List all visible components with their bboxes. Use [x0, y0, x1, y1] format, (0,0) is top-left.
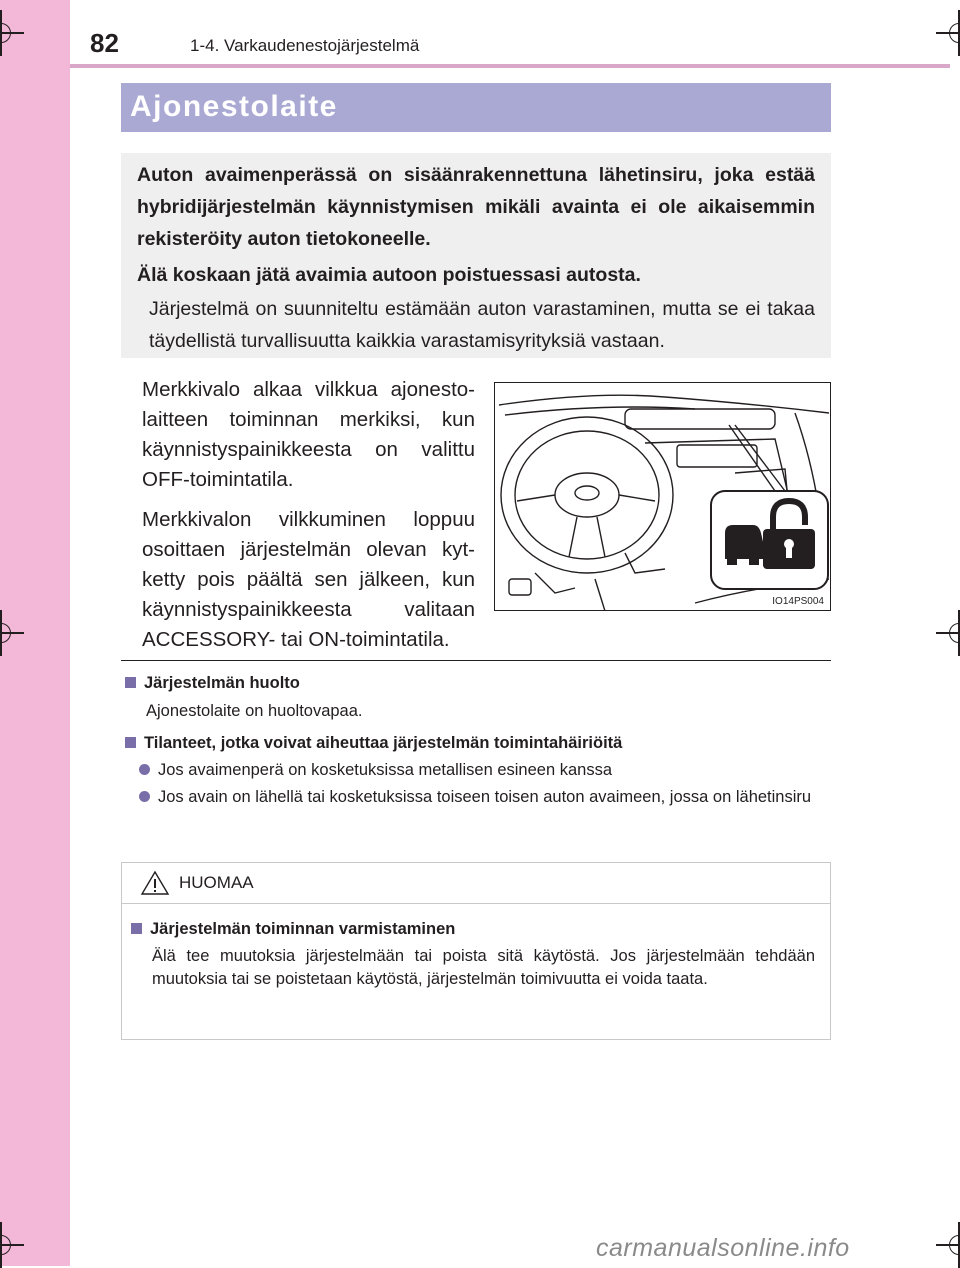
caution-box [121, 862, 831, 1040]
list-item [125, 759, 831, 781]
illustration-code: IO14PS004 [772, 596, 824, 607]
intro-box [121, 153, 831, 358]
intro-warning: Älä koskaan jätä avaimia autoon poistuessasi autosta. [137, 264, 641, 286]
caution-heading [131, 918, 815, 940]
dashboard-drawing [495, 383, 831, 611]
intro-paragraph: Auton avaimenperässä on sisäänrakennettuna lähetinsiru, joka estää hybridijärjestelmän käynnistymisen mikäli avainta ei ole aikaisemmin rekisteröity auton tietokoneelle. [137, 164, 815, 250]
body-text [142, 375, 475, 665]
note-heading-text: Tilanteet, jotka voivat aiheuttaa järjestelmän toimintahäiriöitä [144, 734, 623, 752]
section-title: Ajonestolaite [121, 83, 831, 132]
list-item-text: Jos avain on lähellä tai kosketuksissa toiseen toisen auton avaimeen, jossa on lähetinsiru [158, 788, 812, 806]
note-heading [125, 672, 831, 694]
registration-mark-icon [0, 1222, 24, 1268]
registration-mark-icon [936, 610, 960, 656]
header-rule [70, 64, 950, 68]
round-bullet-icon [139, 764, 150, 775]
section-divider [121, 660, 831, 661]
registration-mark-icon [936, 1222, 960, 1268]
page-number: 82 [90, 28, 119, 58]
body-paragraph: Merkkivalo alkaa vilkkua ajonesto-laitteen toiminnan merkiksi, kun käynnistyspainikkeesta on valittu OFF-toimintatila. [142, 378, 475, 491]
watermark: carmanualsonline.info [596, 1234, 850, 1262]
caution-body [122, 904, 830, 991]
registration-mark-icon [0, 10, 24, 56]
caution-heading-text: Järjestelmän toiminnan varmistaminen [150, 920, 456, 938]
list-item-text: Jos avaimenperä on kosketuksissa metallisen esineen kanssa [158, 761, 612, 779]
note-heading [125, 732, 831, 754]
body-paragraph: Merkkivalon vilkkuminen loppuu osoittaen järjestelmän olevan kyt-ketty pois päältä sen jälkeen, kun käynnistyspainikkeesta valitaan ACCESSORY- tai ON-toimintatila. [142, 508, 475, 651]
intro-note: Järjestelmä on suunniteltu estämään auton varastaminen, mutta se ei takaa täydellistä turvallisuutta kaikkia varastamisyrityksiä vastaan. [149, 298, 815, 352]
caution-label: HUOMAA [179, 873, 254, 892]
caution-text: Älä tee muutoksia järjestelmään tai poista sitä käytöstä. Jos järjestelmään tehdään muutoksia tai se poistetaan käytöstä, järjestelmän toimivuutta ei voida taata. [152, 947, 815, 988]
list-item [125, 786, 831, 808]
square-bullet-icon [131, 923, 142, 934]
square-bullet-icon [125, 677, 136, 688]
note-text: Ajonestolaite on huoltovapaa. [146, 702, 363, 720]
caution-header [122, 863, 830, 904]
warning-triangle-icon [140, 870, 170, 896]
dashboard-illustration [494, 382, 831, 611]
square-bullet-icon [125, 737, 136, 748]
note-heading-text: Järjestelmän huolto [144, 674, 300, 692]
registration-mark-icon [936, 10, 960, 56]
registration-mark-icon [0, 610, 24, 656]
breadcrumb: 1-4. Varkaudenestojärjestelmä [190, 36, 420, 55]
notes-section [125, 672, 831, 808]
round-bullet-icon [139, 791, 150, 802]
